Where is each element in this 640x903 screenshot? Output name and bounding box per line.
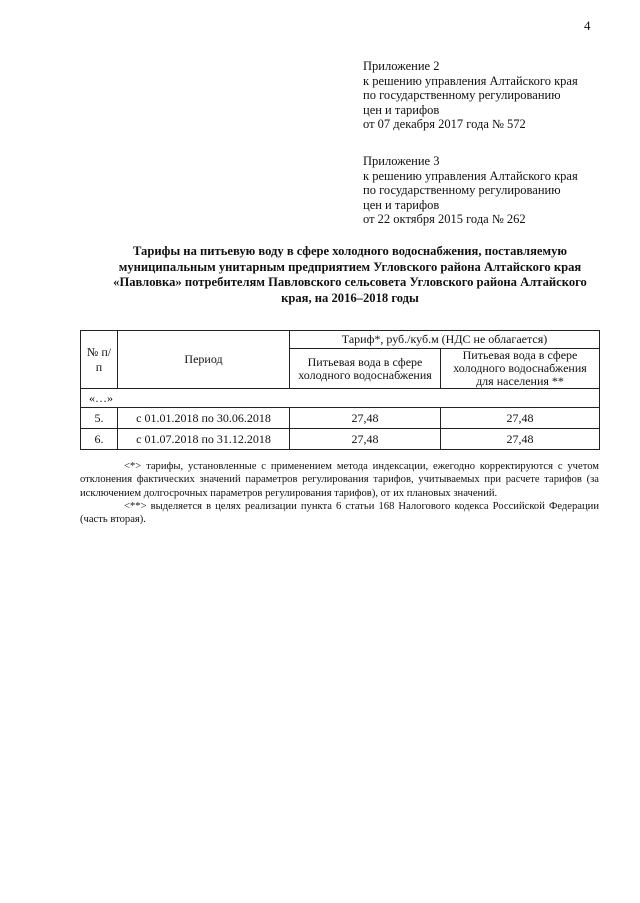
footnote: <*> тарифы, установленные с применением метода индексации, ежегодно корректируются с учетом отклонения фактических значений параметров регулирования тарифов, учитываемых при расчете тарифов (за исключением долгосрочных параметров регулирования тарифов), от их плановых значений.	[80, 461, 599, 499]
footnote: <**> выделяется в целях реализации пункта 6 статьи 168 Налогового кодекса Российской Федерации (часть вторая).	[80, 500, 599, 526]
annex-2-header	[363, 59, 578, 132]
annex-2-line: к решению управления Алтайского края	[363, 73, 578, 88]
title-line: края, на 2016–2018 годы	[281, 290, 419, 305]
cell-num: 5.	[81, 408, 118, 429]
cell-period: с 01.07.2018 по 31.12.2018	[118, 429, 290, 450]
title-line: Тарифы на питьевую воду в сфере холодного водоснабжения, поставляемую	[132, 244, 568, 258]
table-row	[81, 408, 600, 429]
annex-2-line: от 07 декабря 2017 года № 572	[363, 117, 526, 132]
table-header-row	[81, 331, 600, 349]
cell-num: 6.	[81, 429, 118, 450]
title-line: «Павловка» потребителям Павловского сельсовета Угловского района Алтайского	[113, 275, 587, 289]
annex-2-line: по государственному регулированию	[363, 88, 561, 103]
annex-3-line: цен и тарифов	[363, 197, 440, 212]
annex-2-line: Приложение 2	[363, 59, 440, 73]
tariff-table	[80, 330, 600, 450]
cell-period: с 01.01.2018 по 30.06.2018	[118, 408, 290, 429]
annex-3-line: Приложение 3	[363, 154, 440, 168]
cell-tariff2: 27,48	[441, 429, 600, 450]
table-row-ellipsis	[81, 389, 600, 408]
cell-tariff2: 27,48	[441, 408, 600, 429]
header-period: Период	[118, 331, 290, 389]
document-title	[80, 244, 620, 306]
header-num: № п/п	[81, 331, 118, 389]
header-tariff-col1: Питьевая вода в сфере холодного водоснабжения	[290, 349, 441, 389]
header-tariff-col2: Питьевая вода в сфере холодного водоснабжения для населения **	[441, 349, 600, 389]
title-line: муниципальным унитарным предприятием Угловского района Алтайского края	[118, 259, 582, 274]
header-tariff-group: Тариф*, руб./куб.м (НДС не облагается)	[290, 331, 600, 349]
page-number: 4	[584, 18, 591, 33]
table-row	[81, 429, 600, 450]
annex-3-line: по государственному регулированию	[363, 183, 561, 198]
annex-3-line: к решению управления Алтайского края	[363, 168, 578, 183]
annex-3-line: от 22 октября 2015 года № 262	[363, 212, 526, 227]
cell-tariff1: 27,48	[290, 429, 441, 450]
annex-3-header	[363, 154, 578, 227]
ellipsis-cell: «…»	[81, 389, 600, 408]
annex-2-line: цен и тарифов	[363, 102, 440, 117]
footnotes	[80, 460, 599, 526]
cell-tariff1: 27,48	[290, 408, 441, 429]
